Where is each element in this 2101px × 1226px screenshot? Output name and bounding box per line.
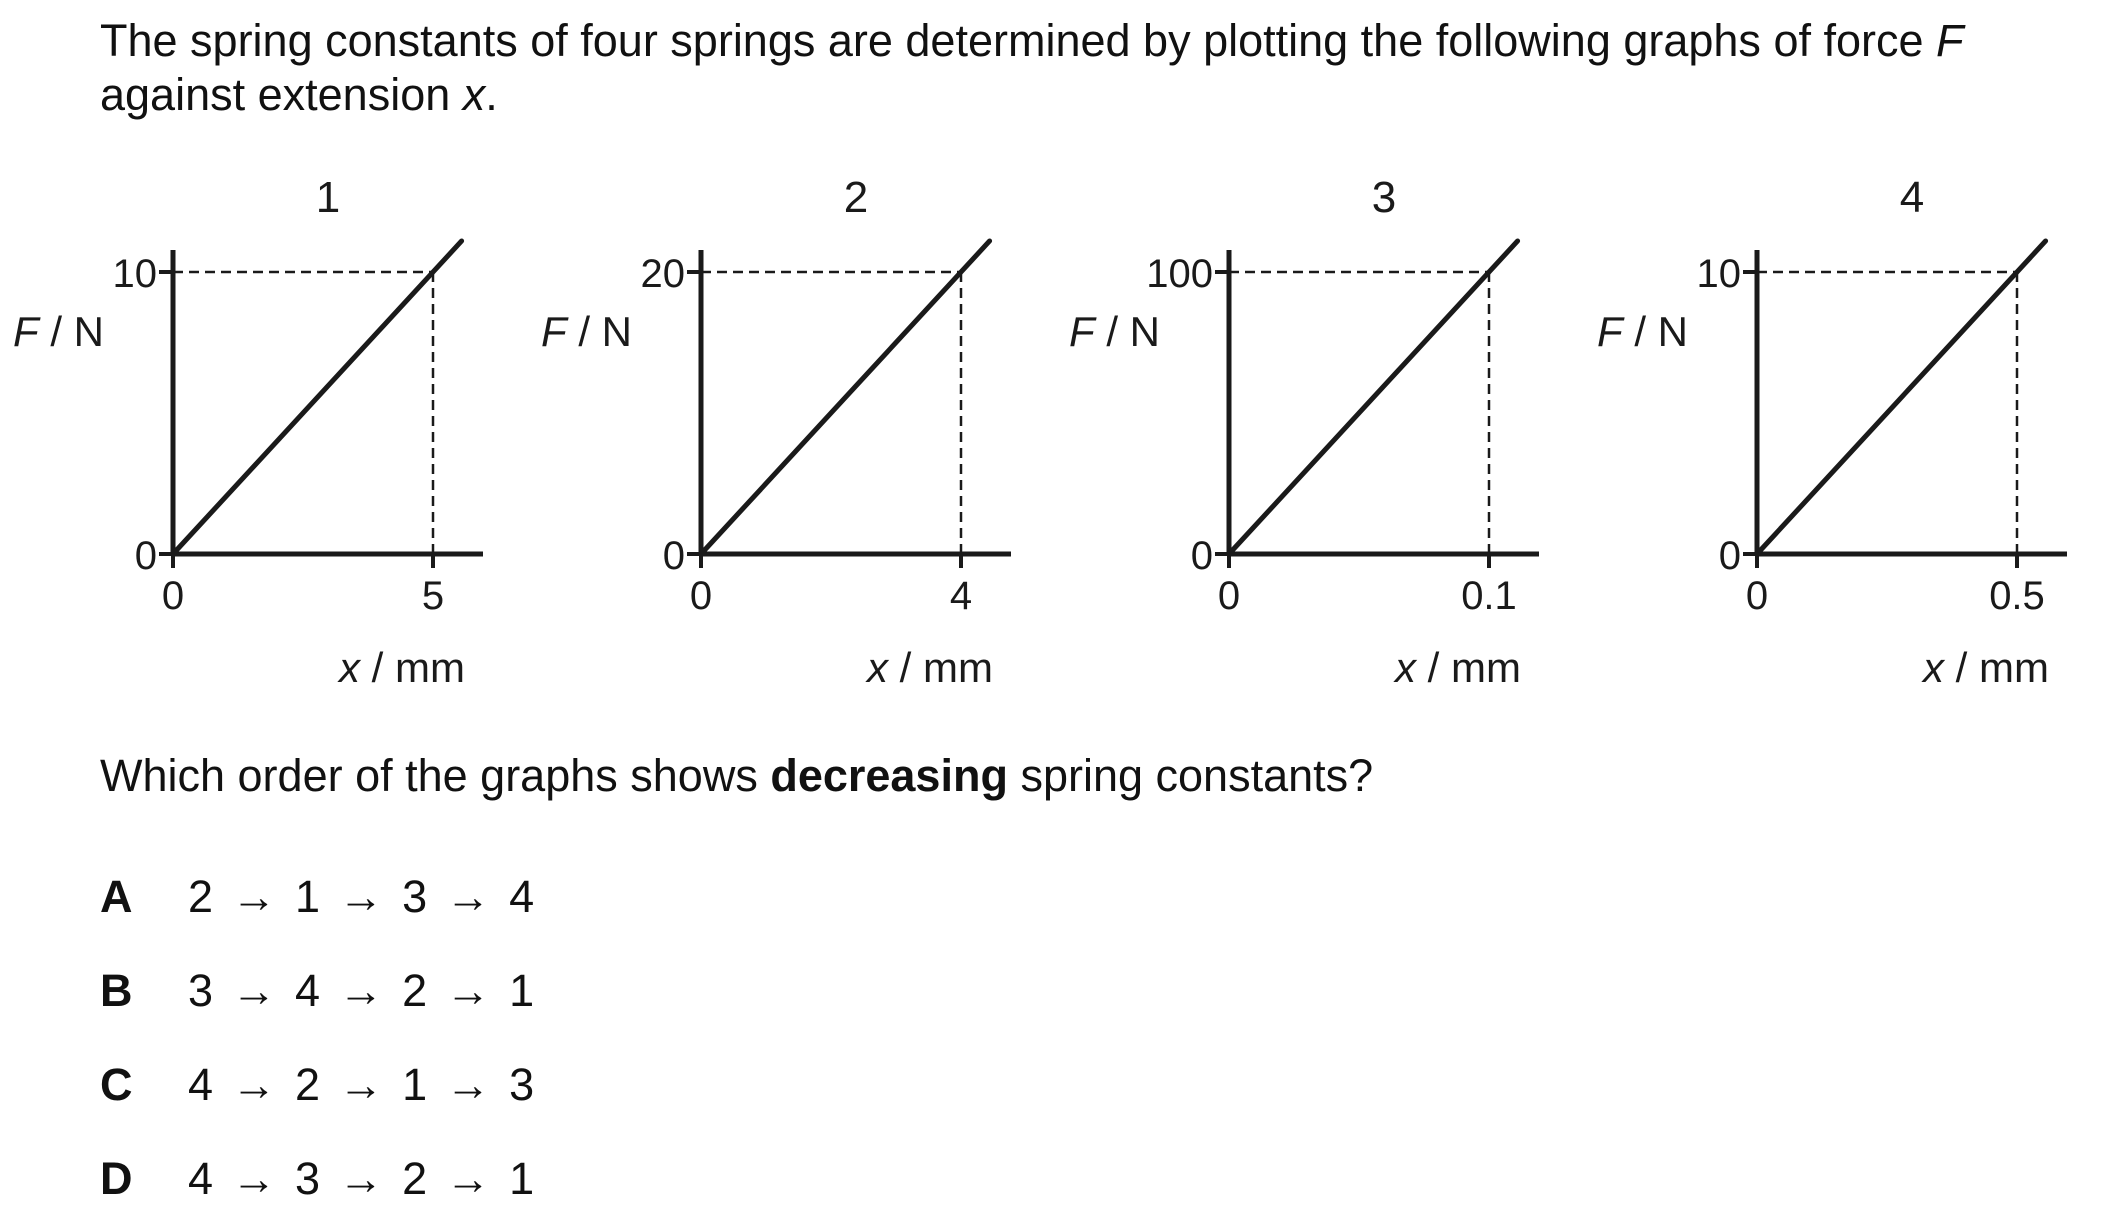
option-text: 3 → 4 → 2 → 1 [188, 965, 535, 1016]
option-b[interactable] [100, 944, 534, 1038]
x-axis-label [337, 644, 465, 691]
y-tick-label: 0 [662, 534, 685, 578]
prompt-text-2: spring constants? [1007, 750, 1374, 801]
y-tick-label: 0 [134, 534, 157, 578]
x-axis-variable: x [867, 644, 889, 691]
stem-text-1: The spring constants of four springs are determined by plotting the following graphs of force [100, 15, 1937, 66]
y-axis-variable: F [13, 308, 39, 355]
graph-title: 1 [315, 173, 341, 222]
data-line [1229, 241, 1518, 554]
y-axis-label [1597, 308, 1688, 355]
x-axis-label [865, 644, 993, 691]
option-letter: D [100, 1153, 133, 1204]
y-tick-label: 0 [1718, 534, 1741, 578]
y-axis-label [13, 308, 104, 355]
option-letter: B [100, 965, 133, 1016]
stem-symbol-F: F [1936, 15, 1964, 66]
stem-symbol-x: x [462, 69, 486, 120]
y-tick-label: 10 [112, 252, 157, 296]
option-c[interactable] [100, 1038, 534, 1132]
x-axis-variable: x [1923, 644, 1945, 691]
x-tick-label: 5 [421, 574, 445, 618]
y-axis-variable: F [1069, 308, 1095, 355]
x-axis-unit: / mm [1944, 644, 2049, 691]
answer-options [100, 850, 534, 1226]
option-letter: C [100, 1059, 133, 1110]
x-tick-label: 0 [1745, 574, 1769, 618]
x-axis-label [1393, 644, 1521, 691]
x-tick-label: 0 [689, 574, 713, 618]
y-tick-label: 20 [640, 252, 685, 296]
y-tick-label: 100 [1146, 252, 1213, 296]
graph-title: 4 [1899, 173, 1925, 222]
y-axis-unit: / N [38, 308, 104, 355]
x-axis-unit: / mm [360, 644, 465, 691]
x-tick-label: 0.5 [1989, 574, 2045, 618]
y-axis-label [1069, 308, 1160, 355]
x-axis-variable: x [1395, 644, 1417, 691]
option-letter: A [100, 871, 133, 922]
x-tick-label: 4 [949, 574, 973, 618]
y-axis-unit: / N [1094, 308, 1160, 355]
x-axis-unit: / mm [1416, 644, 1521, 691]
y-tick-label: 0 [1190, 534, 1213, 578]
question-prompt [100, 750, 1373, 802]
y-axis-unit: / N [566, 308, 632, 355]
graph-1 [13, 173, 483, 691]
y-axis-label [541, 308, 632, 355]
option-a[interactable] [100, 850, 534, 944]
graph-4 [1597, 173, 2067, 691]
data-line [1757, 241, 2046, 554]
graph-title: 2 [843, 173, 869, 222]
x-tick-label: 0 [161, 574, 185, 618]
stem-text-2: against extension [100, 69, 463, 120]
option-text: 2 → 1 → 3 → 4 [188, 871, 535, 922]
data-line [701, 241, 990, 554]
x-axis-variable: x [339, 644, 361, 691]
y-axis-variable: F [1597, 308, 1623, 355]
prompt-emphasis: decreasing [770, 750, 1008, 801]
prompt-text-1: Which order of the graphs shows [100, 750, 771, 801]
graph-3 [1069, 173, 1539, 691]
y-axis-unit: / N [1622, 308, 1688, 355]
option-text: 4 → 2 → 1 → 3 [188, 1059, 535, 1110]
y-axis-variable: F [541, 308, 567, 355]
option-text: 4 → 3 → 2 → 1 [188, 1153, 535, 1204]
x-axis-unit: / mm [888, 644, 993, 691]
x-tick-label: 0 [1217, 574, 1241, 618]
x-tick-label: 0.1 [1461, 574, 1517, 618]
data-line [173, 241, 462, 554]
graph-title: 3 [1371, 173, 1397, 222]
x-axis-label [1921, 644, 2049, 691]
stem-text-3: . [485, 69, 498, 120]
graph-2 [541, 173, 1011, 691]
y-tick-label: 10 [1696, 252, 1741, 296]
option-d[interactable] [100, 1132, 534, 1226]
